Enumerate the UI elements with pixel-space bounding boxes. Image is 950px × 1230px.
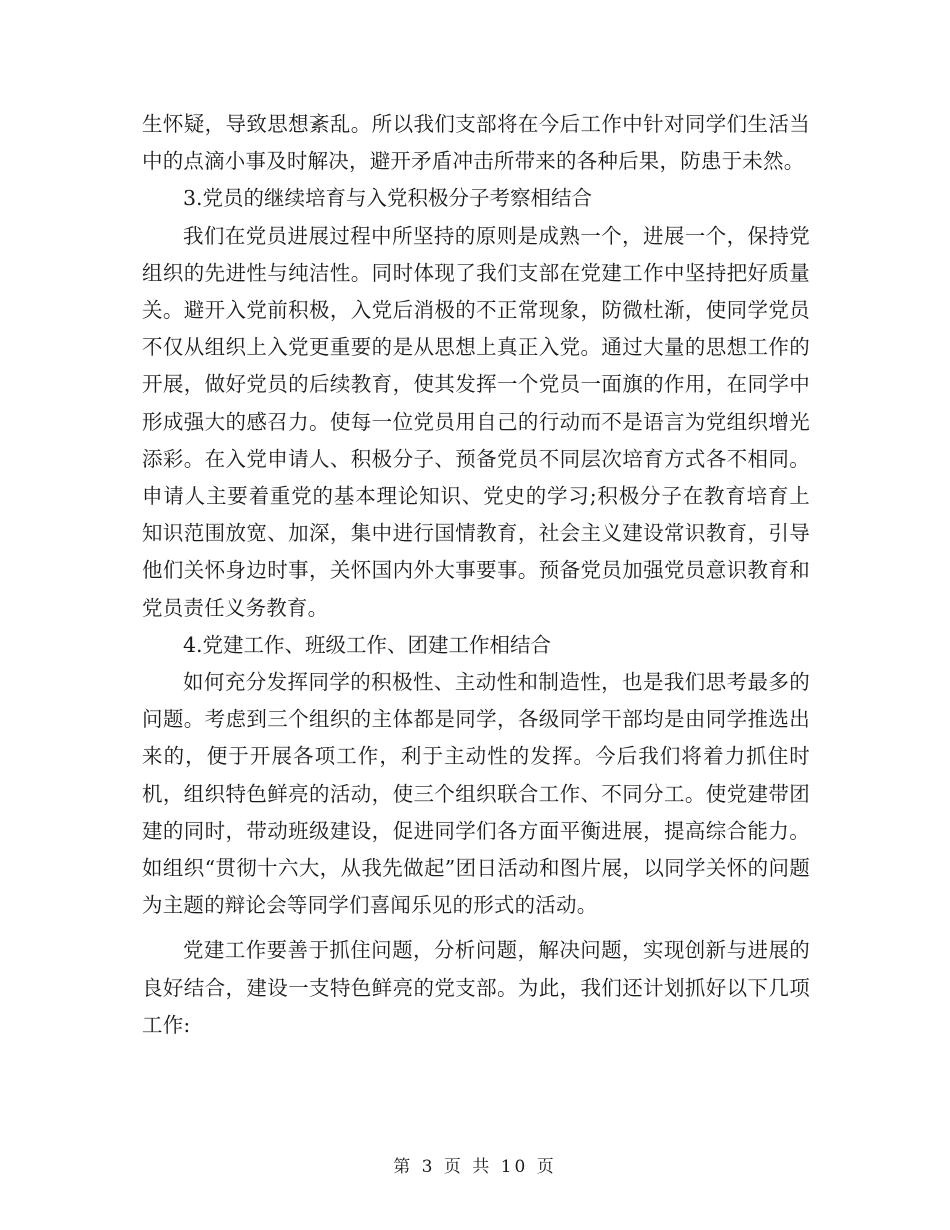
document-body: [142, 106, 810, 1044]
paragraph-summary: 党建工作要善于抓住问题，分析问题，解决问题，实现创新与进展的良好结合，建设一支特色鲜亮的党支部。为此，我们还计划抓好以下几项工作:: [142, 938, 810, 1037]
paragraph-continued: 生怀疑，导致思想紊乱。所以我们支部将在今后工作中针对同学们生活当中的点滴小事及时解决，避开矛盾冲击所带来的各种后果，防患于未然。: [142, 112, 810, 174]
section-heading-4: 4.党建工作、班级工作、团建工作相结合: [183, 632, 552, 657]
paragraph-member-training: 我们在党员进展过程中所坚持的原则是成熟一个，进展一个，保持党组织的先进性与纯洁性。同时体现了我们支部在党建工作中坚持把好质量关。避开入党前积极，入党后消极的不正常现象，防微杜渐，使同学党员不仅从组织上入党更重要的是从思想上真正入党。通过大量的思想工作的开展，做好党员的后续教育，使其发挥一个党员一面旗的作用，在同学中形成强大的感召力。使每一位党员用自己的行动而不是语言为党组织增光添彩。在入党申请人、积极分子、预备党员不同层次培育方式各不相同。申请人主要着重党的基本理论知识、党史的学习;积极分子在教育培育上知识范围放宽、加深，集中进行国情教育，社会主义建设常识教育，引导他们关怀身边时事，关怀国内外大事要事。预备党员加强党员意识教育和党员责任义务教育。: [142, 223, 810, 620]
paragraph-combined-work: 如何充分发挥同学的积极性、主动性和制造性，也是我们思考最多的问题。考虑到三个组织的主体都是同学，各级同学干部均是由同学推选出来的，便于开展各项工作，利于主动性的发挥。今后我们将着力抓住时机，组织特色鲜亮的活动，使三个组织联合工作、不同分工。使党建带团建的同时，带动班级建设，促进同学们各方面平衡进展，提高综合能力。如组织“贯彻十六大，从我先做起”团日活动和图片展，以同学关怀的问题为主题的辩论会等同学们喜闻乐见的形式的活动。: [142, 670, 810, 918]
section-heading-3: 3.党员的继续培育与入党积极分子考察相结合: [183, 186, 593, 211]
page-number-footer: 第 3 页 共 10 页: [393, 1157, 557, 1177]
